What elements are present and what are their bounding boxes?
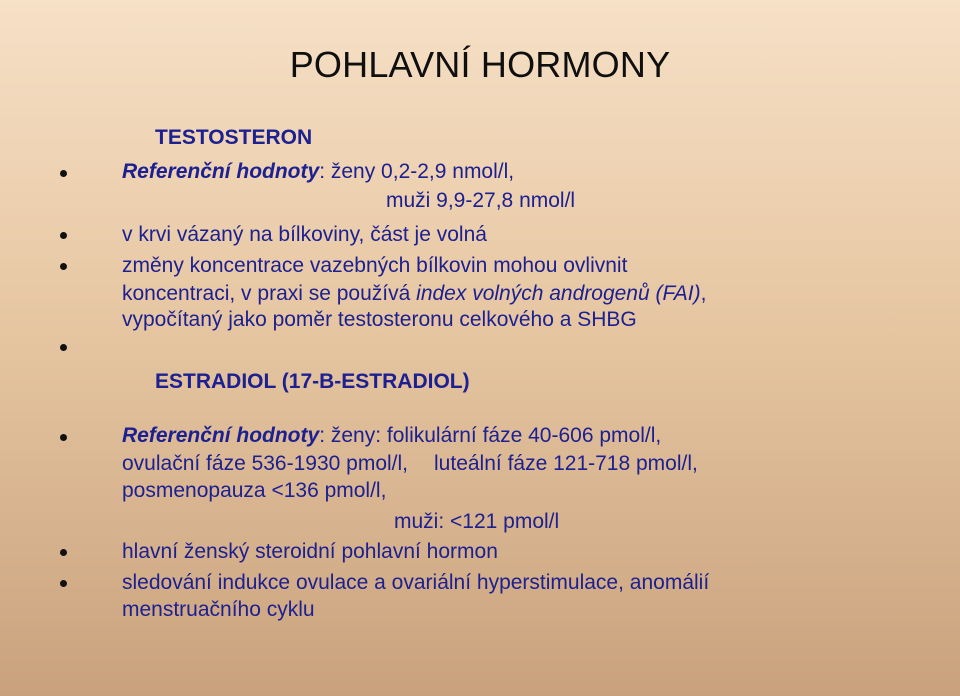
estradiol-main-hormone-text: hlavní ženský steroidní pohlavní hormon bbox=[122, 540, 498, 563]
bullet-icon bbox=[60, 263, 67, 270]
estradiol-luteal-phase: luteální fáze 121-718 pmol/l, bbox=[434, 452, 698, 475]
testosterone-reference-line bbox=[122, 160, 514, 184]
bullet-icon bbox=[60, 549, 67, 556]
fai-index-text: index volných androgenů (FAI) bbox=[416, 282, 701, 305]
estradiol-reference-line1 bbox=[122, 424, 661, 448]
testosterone-bound-text: v krvi vázaný na bílkoviny, část je volná bbox=[122, 223, 487, 246]
estradiol-reference-label: Referenční hodnoty bbox=[122, 424, 320, 447]
estradiol-reference-men: muži: <121 pmol/l bbox=[394, 510, 560, 533]
estradiol-ovulation-phase: ovulační fáze 536-1930 pmol/l, bbox=[122, 452, 409, 475]
estradiol-heading: ESTRADIOL (17-B-ESTRADIOL) bbox=[155, 370, 470, 393]
testosterone-binding-line1: změny koncentrace vazebných bílkovin mohou ovlivnit bbox=[122, 254, 628, 277]
testosterone-heading: TESTOSTERON bbox=[155, 126, 313, 149]
bullet-icon bbox=[60, 344, 67, 351]
bullet-icon bbox=[60, 434, 67, 441]
testosterone-binding-line2-prefix: koncentraci, v praxi se používá bbox=[122, 282, 417, 305]
estradiol-reference-line2 bbox=[122, 452, 698, 476]
testosterone-binding-line3: vypočítaný jako poměr testosteronu celkového a SHBG bbox=[122, 308, 637, 331]
estradiol-monitoring-line1: sledování indukce ovulace a ovariální hyperstimulace, anomálií bbox=[122, 571, 710, 594]
testosterone-reference-women: : ženy 0,2-2,9 nmol/l, bbox=[319, 160, 515, 183]
bullet-icon bbox=[60, 170, 67, 177]
testosterone-reference-label: Referenční hodnoty bbox=[122, 160, 320, 183]
testosterone-binding-line2 bbox=[122, 282, 706, 306]
testosterone-binding-line2-suffix: , bbox=[700, 282, 707, 305]
bullet-icon bbox=[60, 232, 67, 239]
page-title: POHLAVNÍ HORMONY bbox=[289, 44, 671, 85]
testosterone-reference-men: muži 9,9-27,8 nmol/l bbox=[386, 189, 576, 212]
estradiol-reference-line1-rest: : ženy: folikulární fáze 40-606 pmol/l, bbox=[319, 424, 662, 447]
bullet-icon bbox=[60, 580, 67, 587]
estradiol-reference-line3: posmenopauza <136 pmol/l, bbox=[122, 479, 387, 502]
estradiol-monitoring-line2: menstruačního cyklu bbox=[122, 598, 315, 621]
